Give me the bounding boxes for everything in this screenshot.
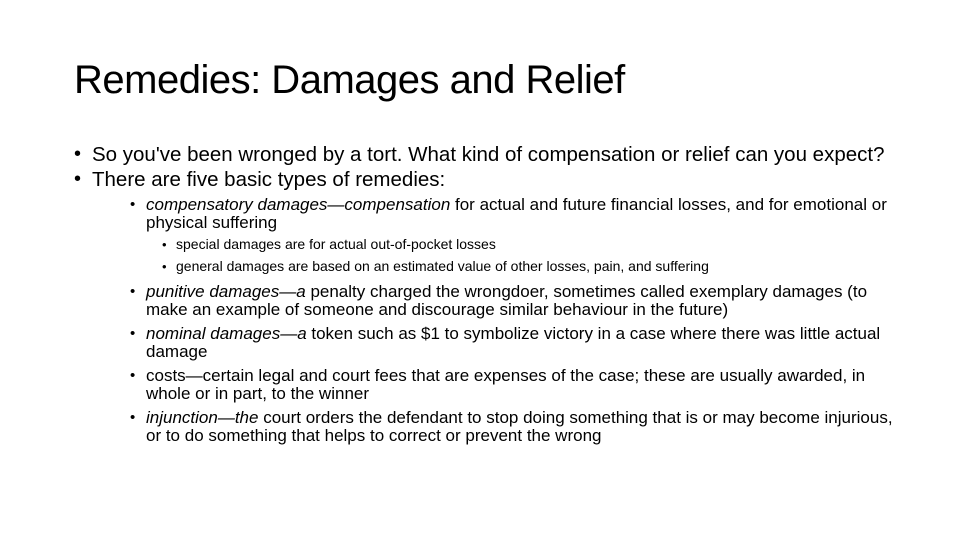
remedy-term: injunction—the (146, 408, 259, 427)
remedy-text: court orders the defendant to stop doing something that is or may become injurious, or to do something that helps to correct or prevent the wrong (146, 408, 893, 445)
remedy-injunction (128, 409, 894, 444)
bullet-remedies-intro (74, 169, 894, 444)
remedy-term: punitive damages—a (146, 282, 306, 301)
remedy-term: nominal damages—a (146, 324, 307, 343)
main-bullet-list (74, 144, 894, 444)
remedy-text: penalty charged the wrongdoer, sometimes called exemplary damages (to make an example of someone and discourage similar behaviour in the future) (146, 282, 868, 319)
remedy-text: costs—certain legal and court fees that are expenses of the case; these are usually awarded, in whole or in part, to the winner (146, 366, 866, 403)
compensatory-sub-list (162, 235, 894, 276)
bullet-intro-question: • So you've been wronged by a tort. What kind of compensation or relief can you expect? (74, 144, 894, 165)
remedy-compensatory (128, 196, 894, 276)
slide-title: Remedies: Damages and Relief (74, 58, 625, 102)
remedy-nominal (128, 325, 894, 360)
remedy-punitive (128, 283, 894, 318)
remedy-term: compensatory damages—compensation (146, 195, 451, 214)
bullet-remedies-intro-text: There are five basic types of remedies: (92, 168, 446, 191)
sub-item-special-damages: • special damages are for actual out-of-pocket losses (162, 235, 894, 254)
remedy-costs (128, 367, 894, 402)
remedies-list (128, 196, 894, 444)
slide-body (74, 144, 894, 451)
remedy-text: token such as $1 to symbolize victory in a case where there was little actual damage (146, 324, 881, 361)
sub-item-general-damages: • general damages are based on an estimated value of other losses, pain, and suffering (162, 257, 894, 276)
remedy-text: for actual and future financial losses, and for emotional or physical suffering (146, 195, 887, 232)
